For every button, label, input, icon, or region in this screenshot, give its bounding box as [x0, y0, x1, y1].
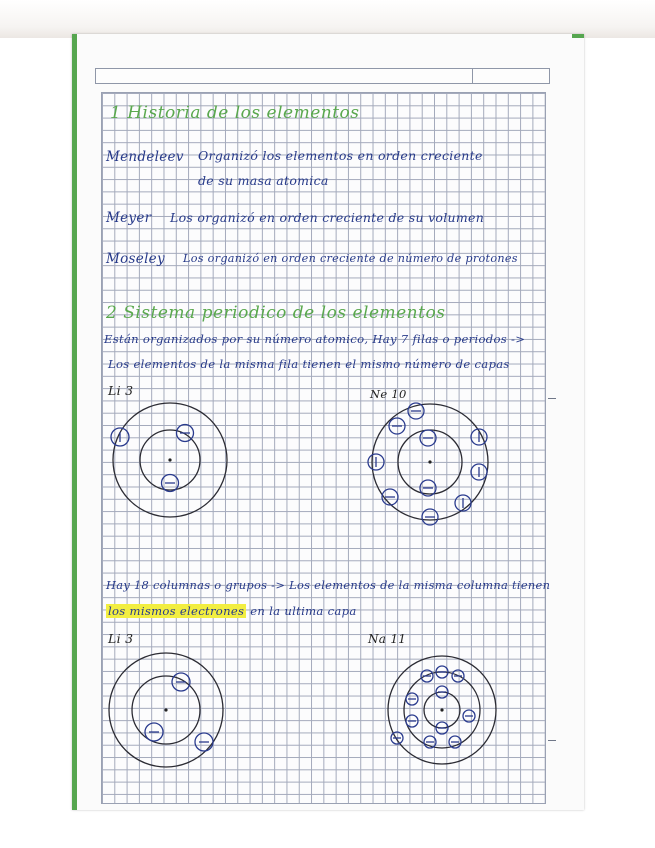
electron	[452, 670, 464, 682]
electron	[368, 454, 384, 470]
lithium-atom-diagram-2	[108, 650, 228, 775]
label-lithium-1: Li 3	[108, 383, 134, 398]
electron	[406, 715, 418, 727]
page-tick-mark	[548, 398, 556, 399]
neon-atom-diagram	[368, 400, 493, 525]
sodium-atom-diagram	[385, 653, 500, 768]
section2-title: 2 Sistema periodico de los elementos	[106, 303, 446, 323]
nucleus	[164, 708, 167, 711]
electron	[455, 495, 471, 511]
electron	[162, 475, 179, 492]
electron	[172, 673, 190, 691]
header-divider	[472, 69, 473, 83]
scan-background	[0, 0, 655, 38]
label-sodium: Na 11	[368, 632, 407, 646]
electron	[177, 425, 194, 442]
meyer-name: Meyer	[106, 210, 152, 226]
electron	[195, 733, 213, 751]
moseley-name: Moseley	[106, 251, 165, 267]
electron	[463, 710, 475, 722]
periods-line: Están organizados por su número atomico, Hay 7 filas o periodos ->	[104, 332, 526, 346]
electron	[406, 693, 418, 705]
electron	[391, 732, 403, 744]
section1-title: 1 Historia de los elementos	[110, 103, 360, 123]
nucleus	[440, 708, 443, 711]
electron	[421, 670, 433, 682]
moseley-text: Los organizó en orden creciente de número de protones	[183, 252, 518, 265]
electron	[422, 509, 438, 525]
label-lithium-2: Li 3	[108, 631, 134, 646]
electron	[420, 430, 436, 446]
groups-line: Hay 18 columnas o grupos -> Los elementos de la misma columna tienen	[106, 578, 551, 592]
last-shell-rest: en la ultima capa	[250, 604, 357, 618]
page-margin-line	[72, 34, 77, 810]
label-neon: Ne 10	[370, 387, 407, 401]
nucleus	[168, 458, 171, 461]
meyer-text: Los organizó en orden creciente de su volumen	[170, 210, 485, 225]
page-tick-mark	[548, 740, 556, 741]
electron	[471, 464, 487, 480]
electron	[145, 723, 163, 741]
electron	[389, 418, 405, 434]
nucleus	[428, 460, 431, 463]
header-box	[95, 68, 550, 84]
electron	[111, 428, 129, 446]
page-margin-corner	[572, 34, 584, 38]
same-row-line: Los elementos de la misma fila tienen el mismo número de capas	[108, 357, 510, 371]
last-shell-line	[106, 604, 357, 618]
mendeleev-text-2: de su masa atomica	[198, 173, 329, 188]
highlighted-phrase: los mismos electrones	[108, 604, 245, 618]
mendeleev-name: Mendeleev	[106, 149, 184, 165]
lithium-atom-diagram-1	[110, 400, 230, 525]
mendeleev-text-1: Organizó los elementos en orden creciente	[198, 148, 483, 163]
